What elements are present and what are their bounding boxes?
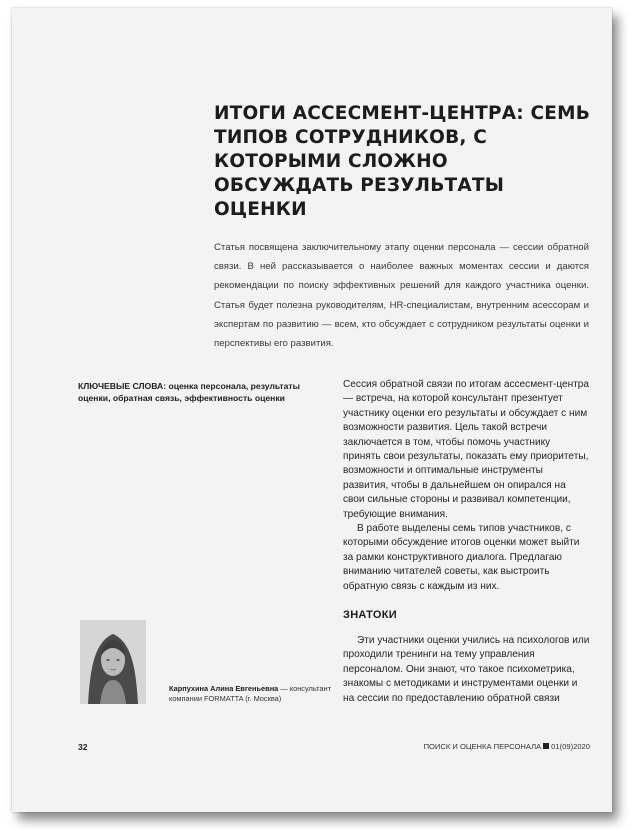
section-paragraph: Эти участники оценки учились на психологов или проходили тренинги на тему управления персоналом. Они знают, что такое психометрика, знакомы с методиками и инструментами оценки и на сессии по предоставлению обратной связи	[343, 635, 590, 704]
article-abstract: Статья посвящена заключительному этапу оценки персонала — сессии обратной связи. В ней рассказывается о наиболее важных моментах сессии и даются рекомендации по поиску эффективных решений для каждого участника оценки. Статья будет полезна руководителям, HR-специалистам, внутренним асессорам и экспертам по развитию — всем, кто обсуждает с сотрудником результаты оценки и перспективы его развития.	[214, 242, 589, 350]
article-title: ИТОГИ АССЕСМЕНТ-ЦЕНТРА: СЕМЬ ТИПОВ СОТРУДНИКОВ, С КОТОРЫМИ СЛОЖНО ОБСУЖДАТЬ РЕЗУЛЬТАТЫ ОЦЕНКИ	[214, 103, 590, 220]
journal-name: ПОИСК И ОЦЕНКА ПЕРСОНАЛА	[423, 742, 542, 751]
author-name: Карпухина Алина Евгеньевна	[169, 684, 279, 693]
page-number: 32	[78, 742, 88, 752]
author-portrait-image	[80, 620, 146, 704]
intro-paragraph: Сессия обратной связи по итогам ассесмент-центра — встреча, на которой консультант презентует участнику оценки его результаты и обсуждает с ним возможности развития. Цель такой встречи заключается в том, чтобы помочь участнику принять свои результаты, показать ему приоритеты, возможности и оптимальные инструменты развития, чтобы в дальнейшем он опирался на свои сильные стороны и развивал компетенции, требующие внимания.	[343, 379, 590, 520]
section-heading: ЗНАТОКИ	[343, 609, 397, 621]
section-column	[343, 634, 590, 706]
square-bullet-icon	[543, 743, 549, 749]
intro-paragraph: В работе выделены семь типов участников, с которыми обсуждение итогов оценки может выйти за рамки конструктивного диалога. Предлагаю вниманию читателей советы, как выстроить обратную связь с каждым из них.	[343, 523, 580, 592]
author-photo	[80, 620, 146, 704]
issue-number: 01(09)2020	[551, 742, 590, 751]
keywords	[78, 380, 318, 404]
keywords-label: КЛЮЧЕВЫЕ СЛОВА:	[78, 381, 167, 391]
keywords-list: оценка персонала, результаты оценки, обратная связь, эффективность оценки	[78, 381, 300, 403]
magazine-page	[12, 8, 612, 812]
author-role: — консультант компании FORMATTA (г. Москва)	[169, 684, 331, 703]
author-caption	[169, 684, 339, 704]
running-footer	[424, 742, 590, 751]
intro-column	[343, 378, 590, 594]
